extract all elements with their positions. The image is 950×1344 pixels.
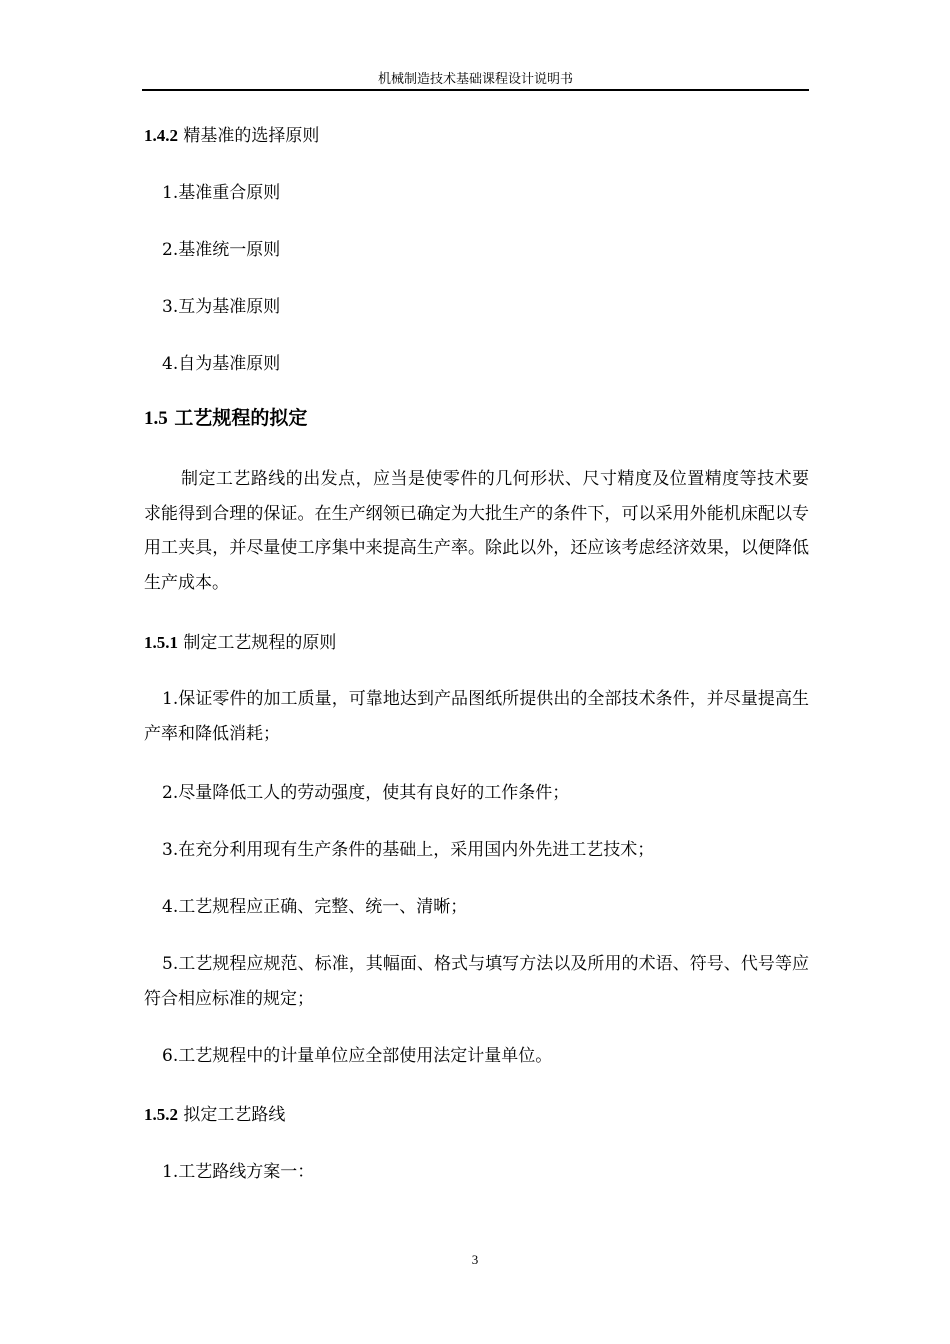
list-item <box>144 776 809 811</box>
header-rule <box>142 89 809 91</box>
list-item <box>144 1039 809 1074</box>
list-item <box>144 890 809 925</box>
section-number: 1.5 <box>144 408 168 429</box>
list-item-text: 1.保证零件的加工质量，可靠地达到产品图纸所提供出的全部技术条件，并尽量提高生产率和降低消耗； <box>144 689 809 744</box>
page-header-title: 机械制造技术基础课程设计说明书 <box>377 72 573 87</box>
section-number: 1.5.2 <box>144 1105 178 1124</box>
section-number: 1.5.1 <box>144 633 178 652</box>
list-item <box>144 682 809 751</box>
list-item-text: 3.在充分利用现有生产条件的基础上，采用国内外先进工艺技术； <box>162 840 655 860</box>
list-item-text: 4.工艺规程应正确、完整、统一、清晰； <box>162 897 468 917</box>
section-title: 拟定工艺路线 <box>183 1105 286 1125</box>
list-item: 3.互为基准原则 <box>162 297 281 317</box>
section-title: 制定工艺规程的原则 <box>183 633 337 653</box>
section-title: 精基准的选择原则 <box>183 126 320 146</box>
list-item <box>144 947 809 1016</box>
page-number: 3 <box>471 1252 479 1267</box>
list-item <box>144 833 809 868</box>
section-heading-1-4-2 <box>144 126 319 146</box>
list-item: 1.基准重合原则 <box>162 183 281 203</box>
body-paragraph <box>144 462 809 600</box>
section-number: 1.4.2 <box>144 126 178 145</box>
section-title: 工艺规程的拟定 <box>174 407 308 429</box>
list-item-text: 6.工艺规程中的计量单位应全部使用法定计量单位。 <box>162 1046 553 1066</box>
section-heading-1-5 <box>144 408 307 429</box>
section-heading-1-5-2 <box>144 1105 285 1125</box>
paragraph-text: 制定工艺路线的出发点，应当是使零件的几何形状、尺寸精度及位置精度等技术要求能得到合理的保证。在生产纲领已确定为大批生产的条件下，可以采用外能机床配以专用工夹具，并尽量使工序集中来提高生产率。除此以外，还应该考虑经济效果，以便降低生产成本。 <box>144 469 809 593</box>
list-item: 4.自为基准原则 <box>162 354 281 374</box>
list-item-text: 2.尽量降低工人的劳动强度，使其有良好的工作条件； <box>162 783 570 803</box>
list-item: 1.工艺路线方案一： <box>162 1162 315 1182</box>
section-heading-1-5-1 <box>144 633 336 653</box>
list-item: 2.基准统一原则 <box>162 240 281 260</box>
list-item-text: 5.工艺规程应规范、标准，其幅面、格式与填写方法以及所用的术语、符号、代号等应符合相应标准的规定； <box>144 954 809 1009</box>
